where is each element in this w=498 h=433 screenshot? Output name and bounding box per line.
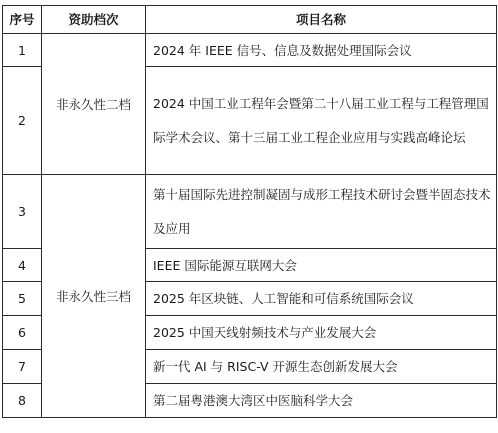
header-serial: 序号 xyxy=(3,6,42,34)
table-row xyxy=(3,34,497,67)
project-name: 新一代 AI 与 RISC-V 开源生态创新发展大会 xyxy=(146,350,497,384)
tier-cell: 非永久性三档 xyxy=(42,175,146,418)
row-number: 1 xyxy=(3,34,42,67)
row-number: 6 xyxy=(3,316,42,350)
row-number: 5 xyxy=(3,282,42,316)
project-name: 2024 中国工业工程年会暨第二十八届工业工程与工程管理国际学术会议、第十三届工业工程企业应用与实践高峰论坛 xyxy=(146,67,497,175)
row-number: 8 xyxy=(3,384,42,418)
row-number: 7 xyxy=(3,350,42,384)
project-name: IEEE 国际能源互联网大会 xyxy=(146,249,497,282)
funding-table xyxy=(2,5,497,418)
header-funding-tier: 资助档次 xyxy=(42,6,146,34)
table-row xyxy=(3,175,497,249)
project-name: 2024 年 IEEE 信号、信息及数据处理国际会议 xyxy=(146,34,497,67)
row-number: 2 xyxy=(3,67,42,175)
project-name: 第十届国际先进控制凝固与成形工程技术研讨会暨半固态技术及应用 xyxy=(146,175,497,249)
tier-cell: 非永久性二档 xyxy=(42,34,146,175)
row-number: 4 xyxy=(3,249,42,282)
project-name: 2025 中国天线射频技术与产业发展大会 xyxy=(146,316,497,350)
project-name: 2025 年区块链、人工智能和可信系统国际会议 xyxy=(146,282,497,316)
header-project-name: 项目名称 xyxy=(146,6,497,34)
header-row xyxy=(3,6,497,34)
row-number: 3 xyxy=(3,175,42,249)
project-name: 第二届粤港澳大湾区中医脑科学大会 xyxy=(146,384,497,418)
